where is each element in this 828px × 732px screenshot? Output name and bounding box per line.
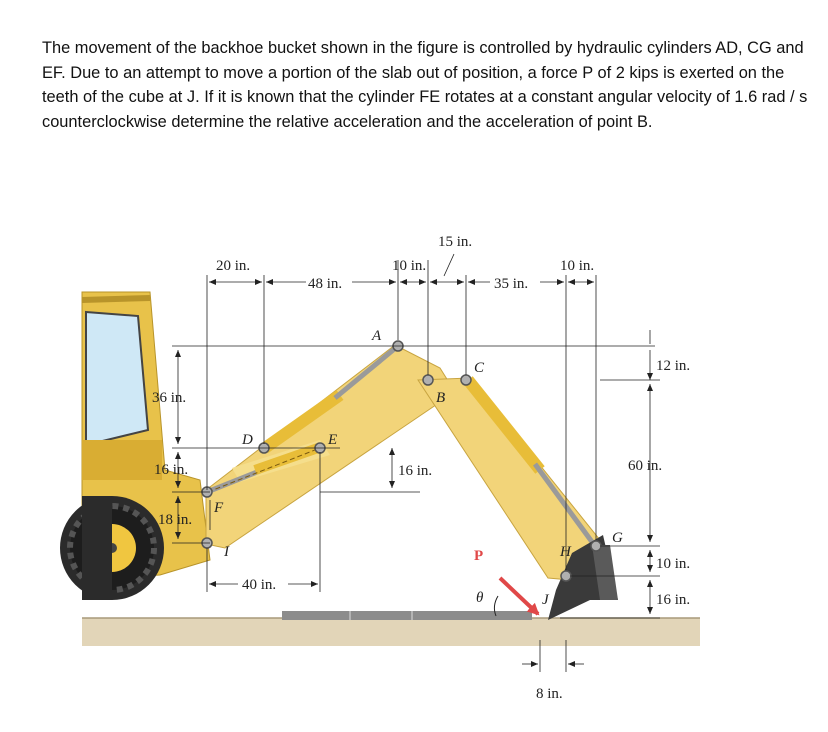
dim-35in: 35 in. [494, 276, 529, 292]
label-P: P [474, 548, 484, 564]
label-F: F [214, 500, 224, 516]
force-P-arrow [500, 578, 538, 614]
label-D: D [242, 432, 253, 448]
dim-48in: 48 in. [308, 276, 343, 292]
pin-H [561, 571, 571, 581]
label-H: H [560, 544, 571, 560]
dim-40in: 40 in. [242, 577, 277, 593]
dim-12in: 12 in. [656, 358, 691, 374]
dim-16in-mid: 16 in. [398, 463, 433, 479]
dim-36in: 36 in. [152, 390, 187, 406]
dim-10in-top: 10 in. [392, 258, 427, 274]
dim-60in: 60 in. [628, 458, 663, 474]
pin-B [423, 375, 433, 385]
label-A: A [372, 328, 382, 344]
dim-8in: 8 in. [536, 686, 563, 702]
ground [82, 618, 700, 646]
pin-G [591, 541, 601, 551]
dim-16in-right: 16 in. [656, 592, 691, 608]
label-J: J [542, 592, 549, 608]
dim-18in: 18 in. [158, 512, 193, 528]
dim-10in-right: 10 in. [560, 258, 595, 274]
dim-16in-left: 16 in. [154, 462, 189, 478]
label-B: B [436, 390, 446, 406]
dim-15in: 15 in. [438, 234, 473, 250]
pin-C [461, 375, 471, 385]
label-C: C [474, 360, 485, 376]
tractor [60, 292, 210, 600]
label-G: G [612, 530, 623, 546]
dipper-arm [418, 378, 600, 580]
dim-20in: 20 in. [216, 258, 251, 274]
label-theta: θ [476, 590, 484, 606]
problem-statement: The movement of the backhoe bucket shown in the figure is controlled by hydraulic cylinders AD, CG and EF. Due to an attempt to move a portion of the slab out of position, a force P of 2 kips is exerted on the teeth of the cube at J. If it is known that the cylinder FE rotates at a constant angular velocity of 1.6 rad / s counterclockwise determine the relative acceleration and the acceleration of point B. [42, 39, 808, 131]
label-I: I [224, 544, 229, 560]
label-E: E [328, 432, 338, 448]
dim-10in-lower: 10 in. [656, 556, 691, 572]
